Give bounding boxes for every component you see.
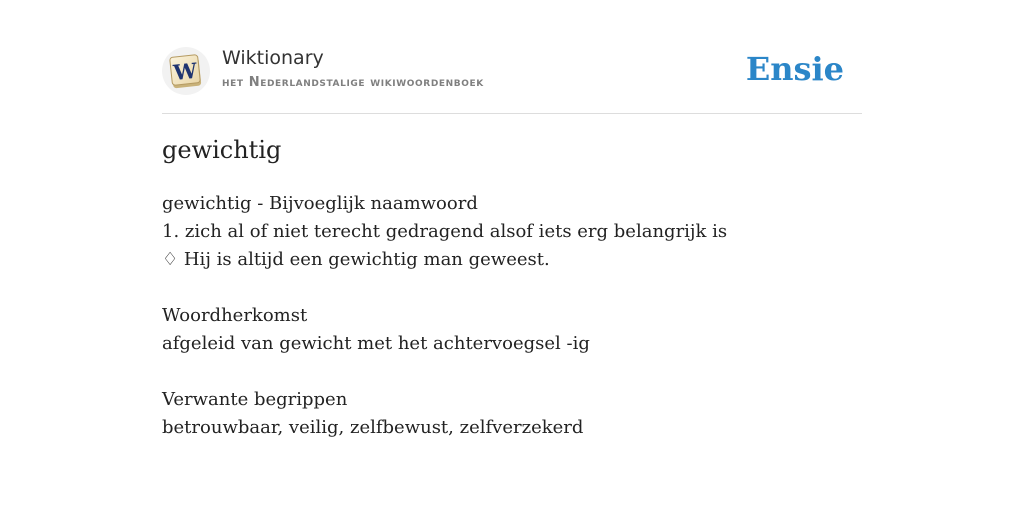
spacer <box>162 274 862 302</box>
logo-letter: W <box>172 57 199 86</box>
etymology-heading: Woordherkomst <box>162 305 308 326</box>
definition-heading: gewichtig - Bijvoeglijk naamwoord <box>162 193 478 214</box>
site-name[interactable]: Wiktionary <box>222 47 324 69</box>
definition-example: ♢ Hij is altijd een gewichtig man geweest. <box>162 249 550 270</box>
w-tile-icon <box>166 51 206 91</box>
definition-meaning: 1. zich al of niet terecht gedragend alsof iets erg belangrijk is <box>162 221 728 242</box>
wiktionary-logo-icon[interactable] <box>162 47 210 95</box>
ensie-brand-link[interactable]: Ensie <box>745 50 844 88</box>
entry-content <box>162 190 862 442</box>
spacer <box>162 358 862 386</box>
page-title: gewichtig <box>162 136 282 164</box>
related-terms: betrouwbaar, veilig, zelfbewust, zelfverzekerd <box>162 417 584 438</box>
site-header <box>162 44 862 114</box>
site-tagline: het Nederlandstalige wikiwoordenboek <box>222 75 484 90</box>
etymology-text: afgeleid van gewicht met het achtervoegsel -ig <box>162 333 590 354</box>
related-heading: Verwante begrippen <box>162 389 348 410</box>
